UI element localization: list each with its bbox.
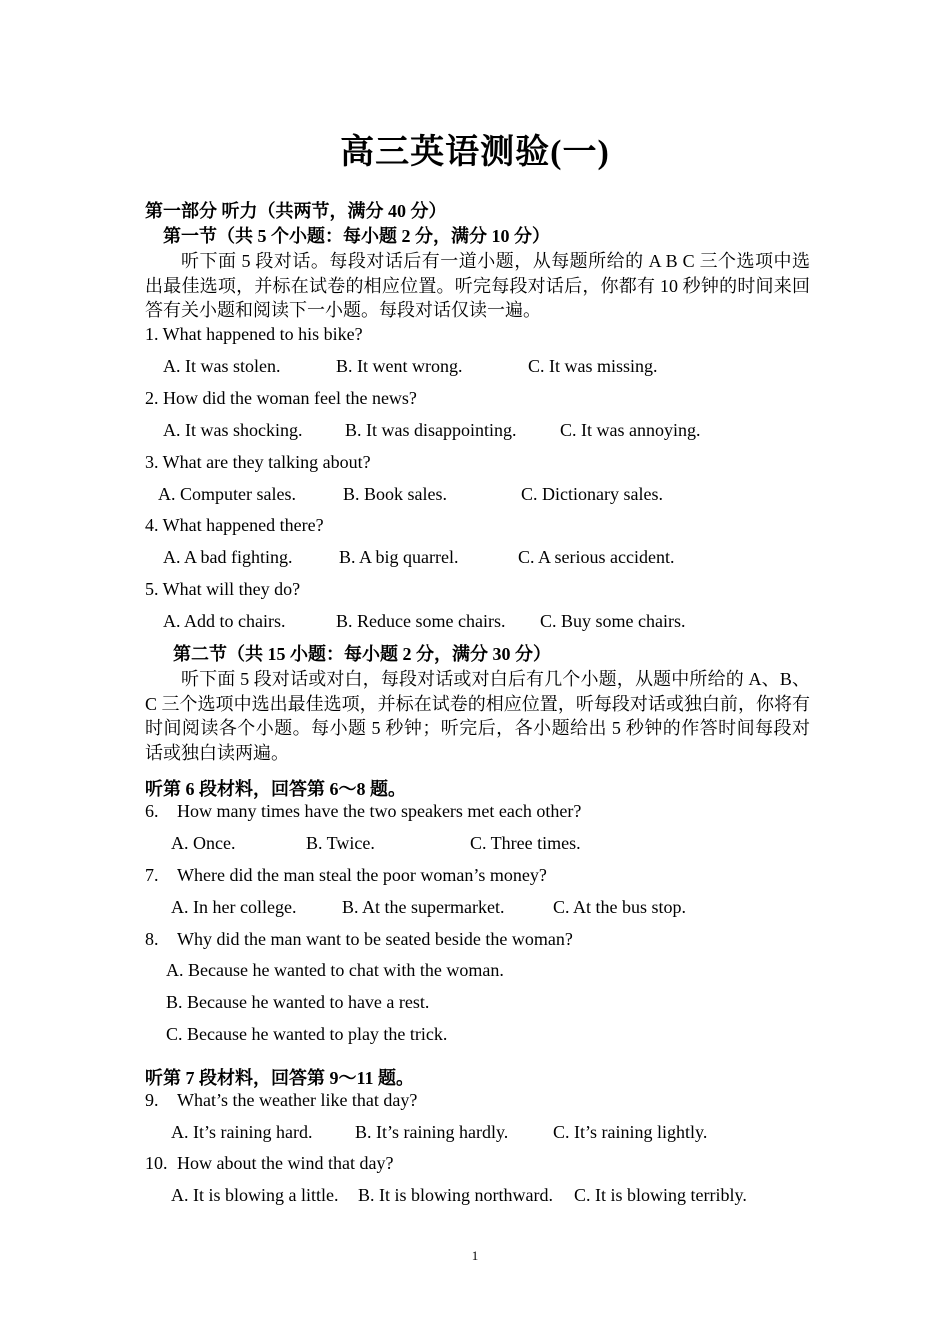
- q3-option-b: B. Book sales.: [343, 484, 448, 504]
- q4-option-b: B. A big quarrel.: [339, 547, 459, 567]
- q7-option-b: B. At the supermarket.: [342, 897, 505, 917]
- material6-heading: 听第 6 段材料，回答第 6～8 题。: [145, 779, 406, 799]
- q6-option-a: A. Once.: [171, 833, 236, 853]
- q10-option-b: B. It is blowing northward.: [358, 1185, 553, 1205]
- question-6-number: 6.: [145, 801, 159, 821]
- q5-option-c: C. Buy some chairs.: [540, 611, 686, 631]
- section2-instructions: 听下面 5 段对话或对白，每段对话或对白后有几个小题，从题中所给的 A、B、C 三个选项中选出最佳选项，并标在试卷的相应位置，听每段对话或独白前，你将有时间阅读各个小题。每小题 5 秒钟；听完后，各小题给出 5 秒钟的作答时间每段对话或独白读两遍。: [145, 669, 810, 763]
- q10-option-c: C. It is blowing terribly.: [574, 1185, 747, 1205]
- question-3: 3. What are they talking about?: [145, 452, 371, 472]
- q7-option-a: A. In her college.: [171, 897, 297, 917]
- q1-option-c: C. It was missing.: [528, 356, 658, 376]
- q5-option-a: A. Add to chairs.: [163, 611, 286, 631]
- q9-option-c: C. It’s raining lightly.: [553, 1122, 708, 1142]
- q9-option-b: B. It’s raining hardly.: [355, 1122, 509, 1142]
- q4-option-c: C. A serious accident.: [518, 547, 675, 567]
- question-9-number: 9.: [145, 1090, 159, 1110]
- question-9: What’s the weather like that day?: [177, 1090, 418, 1110]
- question-1: 1. What happened to his bike?: [145, 324, 363, 344]
- question-6: How many times have the two speakers met each other?: [177, 801, 582, 821]
- question-10: How about the wind that day?: [177, 1153, 394, 1173]
- question-7: Where did the man steal the poor woman’s money?: [177, 865, 547, 885]
- section1-instructions: 听下面 5 段对话。每段对话后有一道小题，从每题所给的 A B C 三个选项中选出最佳选项，并标在试卷的相应位置。听完每段对话后，你都有 10 秒钟的时间来回答有关小题和阅读下一小题。每段对话仅读一遍。: [145, 251, 810, 320]
- q8-option-c: C. Because he wanted to play the trick.: [166, 1024, 448, 1044]
- question-4: 4. What happened there?: [145, 515, 324, 535]
- q2-option-b: B. It was disappointing.: [345, 420, 517, 440]
- question-8: Why did the man want to be seated beside the woman?: [177, 929, 573, 949]
- question-2: 2. How did the woman feel the news?: [145, 388, 417, 408]
- page-number: 1: [471, 1248, 479, 1263]
- part1-heading: 第一部分 听力（共两节，满分 40 分）: [145, 201, 447, 221]
- q3-option-c: C. Dictionary sales.: [521, 484, 663, 504]
- q2-option-c: C. It was annoying.: [560, 420, 701, 440]
- q8-option-a: A. Because he wanted to chat with the woman.: [166, 960, 504, 980]
- question-5: 5. What will they do?: [145, 579, 301, 599]
- q9-option-a: A. It’s raining hard.: [171, 1122, 313, 1142]
- q6-option-c: C. Three times.: [470, 833, 581, 853]
- q3-option-a: A. Computer sales.: [158, 484, 296, 504]
- q7-option-c: C. At the bus stop.: [553, 897, 687, 917]
- q2-option-a: A. It was shocking.: [163, 420, 303, 440]
- q1-option-b: B. It went wrong.: [336, 356, 463, 376]
- q5-option-b: B. Reduce some chairs.: [336, 611, 506, 631]
- q8-option-b: B. Because he wanted to have a rest.: [166, 992, 430, 1012]
- material7-heading: 听第 7 段材料，回答第 9～11 题。: [145, 1068, 415, 1088]
- section2-heading: 第二节（共 15 小题：每小题 2 分，满分 30 分）: [173, 644, 551, 664]
- question-8-number: 8.: [145, 929, 159, 949]
- q4-option-a: A. A bad fighting.: [163, 547, 293, 567]
- q1-option-a: A. It was stolen.: [163, 356, 281, 376]
- q10-option-a: A. It is blowing a little.: [171, 1185, 339, 1205]
- exam-title: 高三英语测验(一): [340, 134, 610, 171]
- q6-option-b: B. Twice.: [306, 833, 375, 853]
- section1-heading: 第一节（共 5 个小题：每小题 2 分，满分 10 分）: [163, 226, 550, 246]
- question-10-number: 10.: [145, 1153, 168, 1173]
- question-7-number: 7.: [145, 865, 159, 885]
